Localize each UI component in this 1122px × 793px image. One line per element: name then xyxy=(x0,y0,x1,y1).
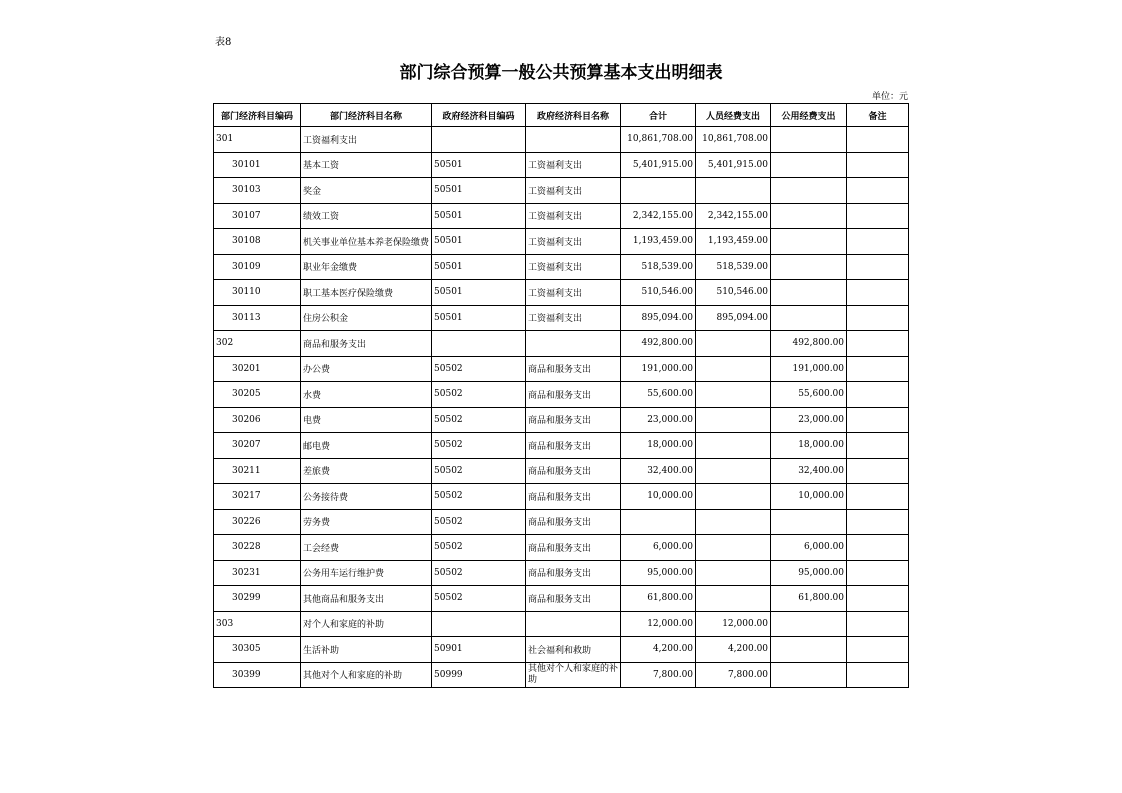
cell-public xyxy=(771,152,847,178)
cell-personnel: 895,094.00 xyxy=(696,305,771,331)
cell-total: 12,000.00 xyxy=(621,611,696,637)
cell-dept-name: 公务接待费 xyxy=(301,484,432,510)
cell-public xyxy=(771,280,847,306)
cell-dept-code: 30103 xyxy=(214,178,301,204)
cell-public: 6,000.00 xyxy=(771,535,847,561)
cell-gov-code: 50502 xyxy=(432,356,526,382)
cell-note xyxy=(847,127,909,153)
cell-dept-code: 30226 xyxy=(214,509,301,535)
cell-dept-name: 其他对个人和家庭的补助 xyxy=(301,662,432,688)
table-row xyxy=(214,535,909,561)
cell-personnel xyxy=(696,509,771,535)
cell-public: 191,000.00 xyxy=(771,356,847,382)
cell-gov-name: 商品和服务支出 xyxy=(526,586,621,612)
cell-personnel: 518,539.00 xyxy=(696,254,771,280)
cell-note xyxy=(847,611,909,637)
cell-total: 23,000.00 xyxy=(621,407,696,433)
cell-dept-code: 301 xyxy=(214,127,301,153)
table-row xyxy=(214,254,909,280)
cell-public xyxy=(771,203,847,229)
cell-note xyxy=(847,433,909,459)
cell-personnel xyxy=(696,535,771,561)
cell-dept-code: 30231 xyxy=(214,560,301,586)
table-row xyxy=(214,331,909,357)
cell-gov-name: 商品和服务支出 xyxy=(526,458,621,484)
cell-gov-name: 商品和服务支出 xyxy=(526,407,621,433)
cell-gov-name: 工资福利支出 xyxy=(526,280,621,306)
table-row xyxy=(214,458,909,484)
header-dept-code: 部门经济科目编码 xyxy=(214,104,301,127)
cell-public: 10,000.00 xyxy=(771,484,847,510)
cell-dept-name: 机关事业单位基本养老保险缴费 xyxy=(301,229,432,255)
cell-note xyxy=(847,407,909,433)
page-title: 部门综合预算一般公共预算基本支出明细表 xyxy=(399,63,723,83)
cell-note xyxy=(847,356,909,382)
cell-note xyxy=(847,637,909,663)
cell-dept-code: 30201 xyxy=(214,356,301,382)
table-row xyxy=(214,229,909,255)
cell-public xyxy=(771,509,847,535)
table-row xyxy=(214,484,909,510)
cell-personnel xyxy=(696,331,771,357)
cell-public xyxy=(771,662,847,688)
cell-gov-code: 50502 xyxy=(432,560,526,586)
cell-personnel xyxy=(696,484,771,510)
cell-gov-name: 工资福利支出 xyxy=(526,203,621,229)
cell-total: 4,200.00 xyxy=(621,637,696,663)
cell-total: 492,800.00 xyxy=(621,331,696,357)
cell-gov-code: 50501 xyxy=(432,203,526,229)
cell-public: 55,600.00 xyxy=(771,382,847,408)
cell-note xyxy=(847,254,909,280)
cell-dept-name: 生活补助 xyxy=(301,637,432,663)
cell-total: 6,000.00 xyxy=(621,535,696,561)
table-row xyxy=(214,127,909,153)
cell-gov-code: 50501 xyxy=(432,254,526,280)
cell-dept-name: 其他商品和服务支出 xyxy=(301,586,432,612)
cell-total: 510,546.00 xyxy=(621,280,696,306)
cell-note xyxy=(847,178,909,204)
cell-personnel: 10,861,708.00 xyxy=(696,127,771,153)
cell-dept-code: 30206 xyxy=(214,407,301,433)
cell-gov-code: 50502 xyxy=(432,509,526,535)
cell-public xyxy=(771,127,847,153)
cell-gov-name xyxy=(526,331,621,357)
header-note: 备注 xyxy=(847,104,909,127)
cell-gov-code: 50501 xyxy=(432,280,526,306)
cell-dept-code: 30211 xyxy=(214,458,301,484)
cell-personnel: 1,193,459.00 xyxy=(696,229,771,255)
cell-personnel: 7,800.00 xyxy=(696,662,771,688)
cell-dept-name: 职业年金缴费 xyxy=(301,254,432,280)
cell-total: 10,000.00 xyxy=(621,484,696,510)
cell-total: 2,342,155.00 xyxy=(621,203,696,229)
cell-gov-code: 50501 xyxy=(432,178,526,204)
cell-dept-name: 商品和服务支出 xyxy=(301,331,432,357)
cell-dept-code: 30299 xyxy=(214,586,301,612)
cell-dept-name: 水费 xyxy=(301,382,432,408)
table-row xyxy=(214,662,909,688)
cell-gov-code: 50501 xyxy=(432,229,526,255)
table-row xyxy=(214,433,909,459)
table-row xyxy=(214,305,909,331)
cell-note xyxy=(847,662,909,688)
cell-gov-name: 工资福利支出 xyxy=(526,229,621,255)
cell-dept-name: 工资福利支出 xyxy=(301,127,432,153)
cell-gov-code xyxy=(432,331,526,357)
table-row xyxy=(214,407,909,433)
header-gov-code: 政府经济科目编码 xyxy=(432,104,526,127)
cell-gov-name: 商品和服务支出 xyxy=(526,560,621,586)
cell-total xyxy=(621,509,696,535)
header-personnel: 人员经费支出 xyxy=(696,104,771,127)
cell-gov-code: 50999 xyxy=(432,662,526,688)
expenditure-table xyxy=(213,103,909,688)
cell-dept-code: 303 xyxy=(214,611,301,637)
cell-personnel xyxy=(696,586,771,612)
cell-total xyxy=(621,178,696,204)
table-row xyxy=(214,637,909,663)
cell-total: 61,800.00 xyxy=(621,586,696,612)
cell-dept-name: 对个人和家庭的补助 xyxy=(301,611,432,637)
cell-personnel xyxy=(696,356,771,382)
cell-public xyxy=(771,637,847,663)
cell-total: 518,539.00 xyxy=(621,254,696,280)
cell-dept-name: 住房公积金 xyxy=(301,305,432,331)
unit-label: 单位：元 xyxy=(871,92,908,102)
cell-note xyxy=(847,203,909,229)
cell-personnel: 12,000.00 xyxy=(696,611,771,637)
cell-personnel: 2,342,155.00 xyxy=(696,203,771,229)
table-row xyxy=(214,203,909,229)
cell-dept-code: 30110 xyxy=(214,280,301,306)
cell-gov-code: 50501 xyxy=(432,305,526,331)
cell-personnel xyxy=(696,560,771,586)
cell-personnel: 510,546.00 xyxy=(696,280,771,306)
cell-note xyxy=(847,152,909,178)
cell-gov-name: 工资福利支出 xyxy=(526,152,621,178)
cell-dept-name: 电费 xyxy=(301,407,432,433)
cell-dept-name: 公务用车运行维护费 xyxy=(301,560,432,586)
cell-note xyxy=(847,382,909,408)
header-total: 合计 xyxy=(621,104,696,127)
cell-gov-name: 商品和服务支出 xyxy=(526,509,621,535)
cell-public: 32,400.00 xyxy=(771,458,847,484)
cell-dept-code: 30228 xyxy=(214,535,301,561)
cell-public: 492,800.00 xyxy=(771,331,847,357)
cell-dept-code: 30305 xyxy=(214,637,301,663)
table-row xyxy=(214,356,909,382)
cell-note xyxy=(847,509,909,535)
cell-gov-name: 商品和服务支出 xyxy=(526,484,621,510)
cell-personnel: 4,200.00 xyxy=(696,637,771,663)
cell-gov-name: 工资福利支出 xyxy=(526,305,621,331)
cell-dept-name: 基本工资 xyxy=(301,152,432,178)
cell-dept-code: 30107 xyxy=(214,203,301,229)
table-row xyxy=(214,611,909,637)
cell-dept-name: 差旅费 xyxy=(301,458,432,484)
cell-dept-code: 30101 xyxy=(214,152,301,178)
cell-gov-code: 50502 xyxy=(432,535,526,561)
cell-dept-code: 30207 xyxy=(214,433,301,459)
cell-gov-name: 工资福利支出 xyxy=(526,254,621,280)
cell-public xyxy=(771,254,847,280)
header-public: 公用经费支出 xyxy=(771,104,847,127)
cell-total: 5,401,915.00 xyxy=(621,152,696,178)
cell-gov-code: 50502 xyxy=(432,484,526,510)
cell-gov-name xyxy=(526,611,621,637)
cell-personnel xyxy=(696,178,771,204)
table-row xyxy=(214,586,909,612)
cell-note xyxy=(847,586,909,612)
cell-total: 10,861,708.00 xyxy=(621,127,696,153)
cell-note xyxy=(847,331,909,357)
cell-note xyxy=(847,458,909,484)
cell-gov-name: 商品和服务支出 xyxy=(526,535,621,561)
cell-gov-name: 商品和服务支出 xyxy=(526,433,621,459)
cell-note xyxy=(847,484,909,510)
cell-public: 18,000.00 xyxy=(771,433,847,459)
cell-personnel xyxy=(696,433,771,459)
cell-gov-code: 50501 xyxy=(432,152,526,178)
cell-note xyxy=(847,535,909,561)
cell-public: 23,000.00 xyxy=(771,407,847,433)
cell-total: 895,094.00 xyxy=(621,305,696,331)
cell-dept-code: 30217 xyxy=(214,484,301,510)
cell-gov-name: 商品和服务支出 xyxy=(526,382,621,408)
cell-gov-code: 50502 xyxy=(432,433,526,459)
cell-note xyxy=(847,560,909,586)
cell-note xyxy=(847,280,909,306)
cell-total: 7,800.00 xyxy=(621,662,696,688)
cell-total: 1,193,459.00 xyxy=(621,229,696,255)
cell-gov-name: 其他对个人和家庭的补助 xyxy=(526,662,621,688)
cell-personnel: 5,401,915.00 xyxy=(696,152,771,178)
cell-gov-code: 50901 xyxy=(432,637,526,663)
table-row xyxy=(214,152,909,178)
table-row xyxy=(214,280,909,306)
cell-dept-code: 30109 xyxy=(214,254,301,280)
header-dept-name: 部门经济科目名称 xyxy=(301,104,432,127)
cell-public: 61,800.00 xyxy=(771,586,847,612)
cell-personnel xyxy=(696,407,771,433)
cell-dept-code: 30205 xyxy=(214,382,301,408)
header-gov-name: 政府经济科目名称 xyxy=(526,104,621,127)
cell-total: 18,000.00 xyxy=(621,433,696,459)
cell-dept-code: 30399 xyxy=(214,662,301,688)
cell-gov-name: 社会福利和救助 xyxy=(526,637,621,663)
cell-public xyxy=(771,611,847,637)
cell-dept-code: 30108 xyxy=(214,229,301,255)
cell-public xyxy=(771,305,847,331)
cell-note xyxy=(847,229,909,255)
table-body xyxy=(214,127,909,688)
cell-dept-name: 劳务费 xyxy=(301,509,432,535)
cell-gov-code: 50502 xyxy=(432,407,526,433)
cell-public: 95,000.00 xyxy=(771,560,847,586)
cell-dept-name: 奖金 xyxy=(301,178,432,204)
cell-dept-name: 绩效工资 xyxy=(301,203,432,229)
cell-gov-code: 50502 xyxy=(432,586,526,612)
cell-personnel xyxy=(696,458,771,484)
cell-gov-code: 50502 xyxy=(432,458,526,484)
cell-total: 55,600.00 xyxy=(621,382,696,408)
cell-public xyxy=(771,229,847,255)
cell-dept-code: 30113 xyxy=(214,305,301,331)
table-row xyxy=(214,509,909,535)
cell-dept-name: 职工基本医疗保险缴费 xyxy=(301,280,432,306)
cell-total: 191,000.00 xyxy=(621,356,696,382)
cell-total: 95,000.00 xyxy=(621,560,696,586)
table-row xyxy=(214,178,909,204)
cell-note xyxy=(847,305,909,331)
cell-dept-name: 工会经费 xyxy=(301,535,432,561)
table-row xyxy=(214,382,909,408)
cell-gov-code: 50502 xyxy=(432,382,526,408)
cell-gov-code xyxy=(432,611,526,637)
cell-gov-name xyxy=(526,127,621,153)
header-row xyxy=(214,104,909,127)
cell-public xyxy=(771,178,847,204)
cell-dept-name: 办公费 xyxy=(301,356,432,382)
table-row xyxy=(214,560,909,586)
cell-total: 32,400.00 xyxy=(621,458,696,484)
cell-gov-name: 商品和服务支出 xyxy=(526,356,621,382)
cell-dept-code: 302 xyxy=(214,331,301,357)
cell-gov-name: 工资福利支出 xyxy=(526,178,621,204)
table-number: 表8 xyxy=(215,37,232,48)
cell-dept-name: 邮电费 xyxy=(301,433,432,459)
cell-gov-code xyxy=(432,127,526,153)
cell-personnel xyxy=(696,382,771,408)
